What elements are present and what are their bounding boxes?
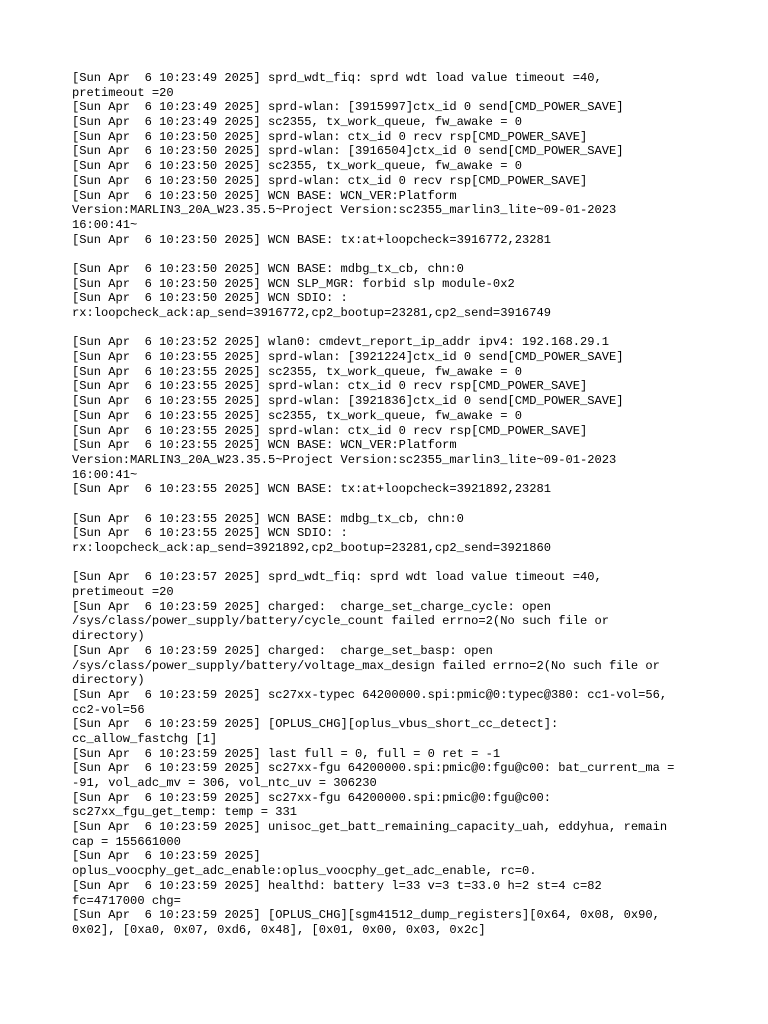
log-line: [Sun Apr 6 10:23:50 2025] sc2355, tx_work_queue, fw_awake = 0 bbox=[72, 159, 522, 174]
log-line: [Sun Apr 6 10:23:50 2025] WCN BASE: mdbg_tx_cb, chn:0 bbox=[72, 261, 464, 276]
log-line: rx:loopcheck_ack:ap_send=3921892,cp2_bootup=23281,cp2_send=3921860 bbox=[72, 541, 551, 555]
log-line: [Sun Apr 6 10:23:50 2025] sprd-wlan: ctx_id 0 recv rsp[CMD_POWER_SAVE] bbox=[72, 173, 588, 188]
blank-line bbox=[72, 321, 712, 336]
log-line: cc_allow_fastchg [1] bbox=[72, 731, 218, 746]
log-line: [Sun Apr 6 10:23:59 2025] charged: charge_set_basp: open bbox=[72, 643, 493, 658]
log-line: [Sun Apr 6 10:23:59 2025] bbox=[72, 849, 261, 864]
log-line: [Sun Apr 6 10:23:52 2025] wlan0: cmdevt_report_ip_addr ipv4: 192.168.29.1 bbox=[72, 335, 610, 350]
log-line: [Sun Apr 6 10:23:55 2025] WCN SDIO: : bbox=[72, 526, 348, 541]
log-line: [Sun Apr 6 10:23:59 2025] unisoc_get_batt_remaining_capacity_uah, eddyhua, remain bbox=[72, 820, 668, 835]
log-line: [Sun Apr 6 10:23:59 2025] [OPLUS_CHG][oplus_vbus_short_cc_detect]: bbox=[72, 717, 559, 732]
log-line: directory) bbox=[72, 673, 145, 688]
log-line: [Sun Apr 6 10:23:59 2025] healthd: battery l=33 v=3 t=33.0 h=2 st=4 c=82 bbox=[72, 878, 602, 893]
log-line: [Sun Apr 6 10:23:57 2025] sprd_wdt_fiq: sprd wdt load value timeout =40, bbox=[72, 570, 602, 585]
log-line: Version:MARLIN3_20A_W23.35.5~Project Version:sc2355_marlin3_lite~09-01-2023 bbox=[72, 203, 617, 218]
log-line: [Sun Apr 6 10:23:55 2025] sprd-wlan: ctx_id 0 recv rsp[CMD_POWER_SAVE] bbox=[72, 379, 588, 394]
log-line: /sys/class/power_supply/battery/cycle_count failed errno=2(No such file or bbox=[72, 614, 610, 629]
log-line: [Sun Apr 6 10:23:55 2025] WCN BASE: tx:at+loopcheck=3921892,23281 bbox=[72, 482, 551, 497]
blank-line bbox=[72, 497, 712, 512]
log-line: [Sun Apr 6 10:23:50 2025] sprd-wlan: ctx_id 0 recv rsp[CMD_POWER_SAVE] bbox=[72, 129, 588, 144]
log-line: Version:MARLIN3_20A_W23.35.5~Project Version:sc2355_marlin3_lite~09-01-2023 bbox=[72, 452, 617, 467]
log-line: /sys/class/power_supply/battery/voltage_max_design failed errno=2(No such file or bbox=[72, 658, 660, 673]
log-line: cc2-vol=56 bbox=[72, 702, 145, 717]
log-line: pretimeout =20 bbox=[72, 585, 174, 600]
log-line: [Sun Apr 6 10:23:49 2025] sc2355, tx_work_queue, fw_awake = 0 bbox=[72, 115, 522, 130]
log-line: [Sun Apr 6 10:23:55 2025] sprd-wlan: [3921836]ctx_id 0 send[CMD_POWER_SAVE] bbox=[72, 394, 624, 409]
log-line: [Sun Apr 6 10:23:50 2025] WCN BASE: tx:at+loopcheck=3916772,23281 bbox=[72, 232, 551, 247]
log-line: [Sun Apr 6 10:23:55 2025] sc2355, tx_work_queue, fw_awake = 0 bbox=[72, 364, 522, 379]
log-line: [Sun Apr 6 10:23:55 2025] sprd-wlan: ctx_id 0 recv rsp[CMD_POWER_SAVE] bbox=[72, 423, 588, 438]
log-line: oplus_voocphy_get_adc_enable:oplus_voocphy_get_adc_enable, rc=0. bbox=[72, 864, 537, 879]
blank-line bbox=[72, 556, 712, 571]
blank-line bbox=[72, 247, 712, 262]
log-line: [Sun Apr 6 10:23:49 2025] sprd_wdt_fiq: sprd wdt load value timeout =40, bbox=[72, 71, 602, 85]
log-line: [Sun Apr 6 10:23:55 2025] WCN BASE: mdbg_tx_cb, chn:0 bbox=[72, 511, 464, 526]
log-line: [Sun Apr 6 10:23:50 2025] WCN BASE: WCN_VER:Platform bbox=[72, 188, 457, 203]
log-line: [Sun Apr 6 10:23:59 2025] last full = 0, full = 0 ret = -1 bbox=[72, 746, 501, 761]
log-document bbox=[72, 71, 712, 938]
log-line: sc27xx_fgu_get_temp: temp = 331 bbox=[72, 805, 297, 820]
log-line: [Sun Apr 6 10:23:55 2025] WCN BASE: WCN_VER:Platform bbox=[72, 438, 457, 453]
log-line: [Sun Apr 6 10:23:50 2025] WCN SDIO: : bbox=[72, 291, 348, 306]
log-line: rx:loopcheck_ack:ap_send=3916772,cp2_bootup=23281,cp2_send=3916749 bbox=[72, 306, 551, 320]
log-line: [Sun Apr 6 10:23:50 2025] WCN SLP_MGR: forbid slp module-0x2 bbox=[72, 276, 515, 291]
log-line: [Sun Apr 6 10:23:55 2025] sc2355, tx_work_queue, fw_awake = 0 bbox=[72, 408, 522, 423]
log-line: [Sun Apr 6 10:23:59 2025] sc27xx-fgu 64200000.spi:pmic@0:fgu@c00: bbox=[72, 790, 551, 805]
log-line: directory) bbox=[72, 629, 145, 644]
log-line: [Sun Apr 6 10:23:59 2025] charged: charge_set_charge_cycle: open bbox=[72, 599, 551, 614]
log-line: -91, vol_adc_mv = 306, vol_ntc_uv = 306230 bbox=[72, 776, 377, 790]
log-line: fc=4717000 chg= bbox=[72, 893, 181, 908]
log-line: [Sun Apr 6 10:23:59 2025] [OPLUS_CHG][sgm41512_dump_registers][0x64, 0x08, 0x90, bbox=[72, 908, 660, 923]
log-line: [Sun Apr 6 10:23:59 2025] sc27xx-typec 64200000.spi:pmic@0:typec@380: cc1-vol=56, bbox=[72, 687, 668, 702]
log-line: 0x02], [0xa0, 0x07, 0xd6, 0x48], [0x01, 0x00, 0x03, 0x2c] bbox=[72, 922, 486, 937]
log-line: pretimeout =20 bbox=[72, 85, 174, 100]
log-line: 16:00:41~ bbox=[72, 467, 138, 482]
log-line: [Sun Apr 6 10:23:55 2025] sprd-wlan: [3921224]ctx_id 0 send[CMD_POWER_SAVE] bbox=[72, 350, 624, 365]
log-line: [Sun Apr 6 10:23:59 2025] sc27xx-fgu 64200000.spi:pmic@0:fgu@c00: bat_current_ma = bbox=[72, 761, 675, 776]
log-line: cap = 155661000 bbox=[72, 834, 181, 849]
log-line: 16:00:41~ bbox=[72, 217, 138, 232]
log-line: [Sun Apr 6 10:23:50 2025] sprd-wlan: [3916504]ctx_id 0 send[CMD_POWER_SAVE] bbox=[72, 144, 624, 159]
log-line: [Sun Apr 6 10:23:49 2025] sprd-wlan: [3915997]ctx_id 0 send[CMD_POWER_SAVE] bbox=[72, 100, 624, 115]
